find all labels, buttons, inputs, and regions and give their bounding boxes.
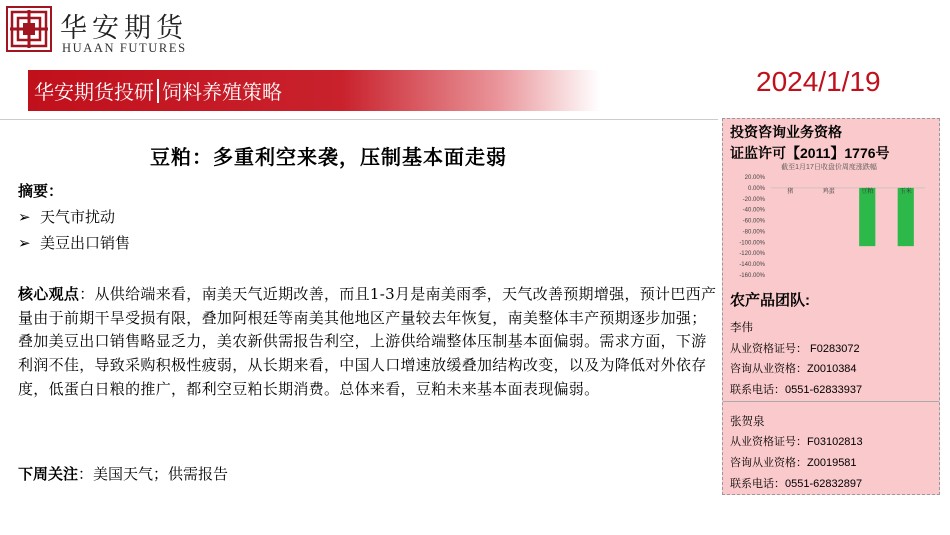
y-tick-label: -60.00% [742, 218, 765, 225]
next-week-label: 下周关注 [18, 465, 79, 483]
y-tick-label: 0.00% [747, 185, 765, 192]
summary-item-text: 天气市扰动 [40, 208, 116, 226]
member-consult: 咨询从业资格：Z0010384 [730, 363, 857, 375]
page-title: 豆粕：多重利空来袭，压制基本面走弱 [150, 145, 507, 169]
report-date: 2024/1/19 [756, 66, 881, 97]
summary-item-text: 美豆出口销售 [40, 234, 131, 252]
member-cert: 从业资格证号： F0283072 [730, 343, 860, 355]
y-tick-label: -40.00% [742, 207, 765, 214]
banner-right-label: 饲料养殖策略 [162, 80, 282, 104]
category-label: 豆粕 [861, 187, 874, 195]
huaan-logo-icon [6, 6, 52, 52]
sidebar-panel [722, 118, 940, 495]
member-phone: 联系电话：0551-62833937 [730, 384, 863, 396]
y-tick-label: -140.00% [739, 262, 765, 269]
y-tick-label: 20.00% [744, 175, 765, 181]
core-view-text: ：从供给端来看，南美天气近期改善，而且1-3月是南美雨季，天气改善预期增强，预计巴西产量由于前期干旱受损有限，叠加阿根廷等南美其他地区产量较去年恢复，南美整体丰产预期逐步加强；叠加美豆出口销售略显乏力，美农新供需报告利空，上游供给端整体压制基本面偏弱。需求方面，下游利润不佳，导致采购积极性疲弱，从长期来看，中国人口增速放缓叠加结构改变，以及为降低对外依存度，低蛋白日粮的推广，都利空豆粕长期消费。总体来看，豆粕未来基本面表现偏弱。 [18, 285, 717, 398]
y-tick-label: -120.00% [739, 251, 765, 258]
banner-separator [157, 79, 159, 103]
member-cert: 从业资格证号：F03102813 [730, 436, 863, 448]
banner-left-label: 华安期货投研 [34, 80, 154, 104]
team-label: 农产品团队: [730, 292, 810, 309]
arrow-bullet-icon: ➢ [18, 234, 31, 252]
core-view-paragraph [18, 283, 718, 402]
category-label: 鸡蛋 [822, 187, 835, 195]
y-tick-label: -80.00% [742, 229, 765, 236]
chart-bar [898, 188, 914, 246]
member-name: 李伟 [730, 322, 753, 334]
header-divider [0, 119, 718, 120]
y-tick-label: -20.00% [742, 196, 765, 203]
member-phone: 联系电话：0551-62832897 [730, 478, 863, 490]
member-divider [723, 401, 939, 402]
chart-bar [859, 188, 875, 246]
weekly-change-chart [729, 163, 929, 281]
y-tick-label: -100.00% [739, 240, 765, 247]
next-week-text: ：美国天气；供需报告 [78, 465, 229, 483]
category-label: 玉米 [899, 187, 912, 195]
arrow-bullet-icon: ➢ [18, 208, 31, 226]
summary-label: 摘要： [18, 182, 64, 200]
chart-title: 截至1月17日收盘价周度涨跌幅 [781, 164, 877, 171]
summary-item [18, 206, 115, 227]
summary-item [18, 232, 130, 253]
license-label: 证监许可【2011】1776号 [730, 145, 890, 161]
brand-name-cn: 华安期货 [60, 13, 188, 44]
member-name: 张贺泉 [730, 416, 765, 428]
brand-name-en: HUAAN FUTURES [62, 41, 187, 55]
section-banner [28, 70, 600, 111]
next-week-paragraph [18, 463, 718, 484]
member-consult: 咨询从业资格：Z0019581 [730, 457, 857, 469]
qualification-label: 投资咨询业务资格 [730, 124, 842, 140]
core-view-label: 核心观点 [18, 285, 80, 303]
category-label: 猪 [787, 187, 794, 195]
y-tick-label: -160.00% [739, 273, 765, 279]
